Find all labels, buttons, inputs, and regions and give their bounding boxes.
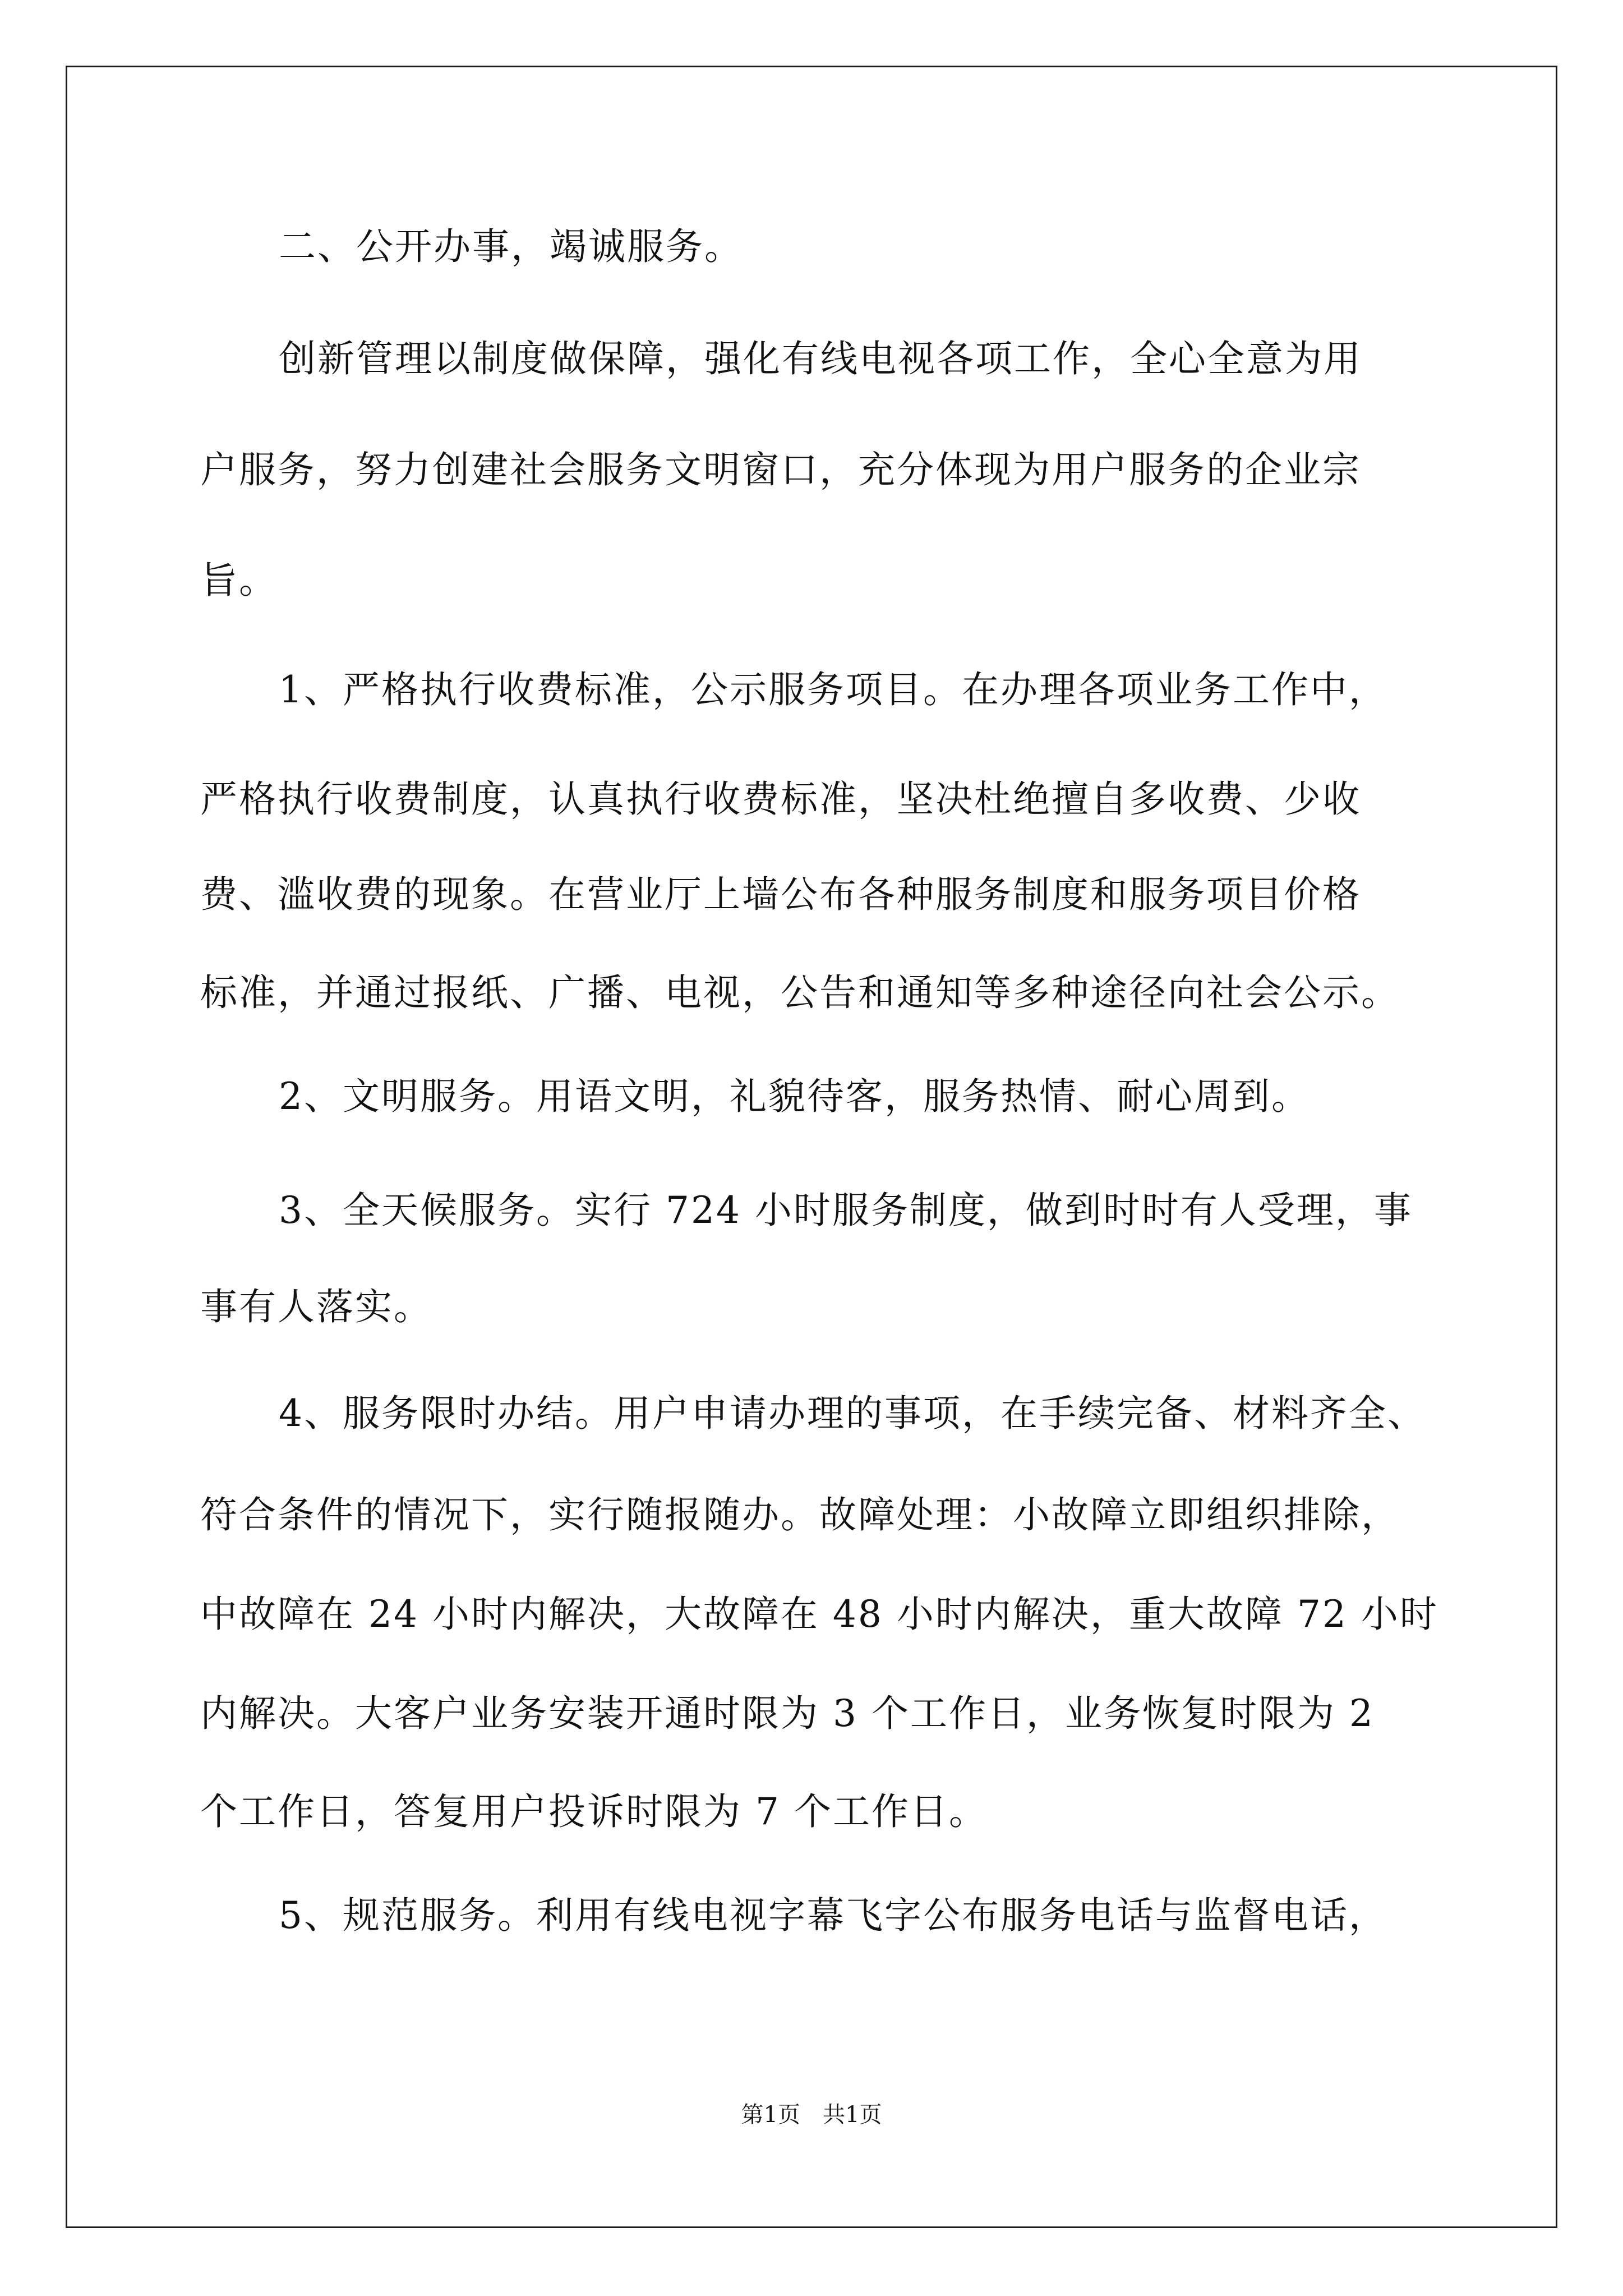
paragraph-line: 旨。: [200, 559, 278, 602]
paragraph-line: 1、严格执行收费标准，公示服务项目。在办理各项业务工作中，: [279, 668, 1387, 711]
section-heading: 二、公开办事，竭诚服务。: [279, 225, 743, 268]
paragraph-line: 严格执行收费制度，认真执行收费标准，坚决杜绝擅自多收费、少收: [200, 777, 1361, 821]
paragraph-line: 标准，并通过报纸、广播、电视，公告和通知等多种途径向社会公示。: [200, 971, 1400, 1014]
total-pages: 共1页: [823, 2102, 882, 2128]
page-footer: [0, 2104, 1623, 2126]
paragraph-line: 事有人落实。: [200, 1285, 432, 1328]
paragraph-line: 内解决。大客户业务安装开通时限为 3 个工作日，业务恢复时限为 2: [200, 1692, 1375, 1735]
paragraph-line: 创新管理以制度做保障，强化有线电视各项工作，全心全意为用: [279, 337, 1362, 380]
paragraph-line: 5、规范服务。利用有线电视字幕飞字公布服务电话与监督电话，: [279, 1894, 1387, 1937]
paragraph-line: 户服务，努力创建社会服务文明窗口，充分体现为用户服务的企业宗: [200, 448, 1361, 491]
paragraph-line: 中故障在 24 小时内解决，大故障在 48 小时内解决，重大故障 72 小时: [200, 1593, 1438, 1636]
paragraph-line: 3、全天候服务。实行 724 小时服务制度，做到时时有人受理，事: [279, 1189, 1413, 1232]
paragraph-line: 2、文明服务。用语文明，礼貌待客，服务热情、耐心周到。: [279, 1075, 1310, 1118]
paragraph-line: 符合条件的情况下，实行随报随办。故障处理：小故障立即组织排除，: [200, 1493, 1400, 1536]
paragraph-line: 个工作日，答复用户投诉时限为 7 个工作日。: [200, 1790, 988, 1833]
paragraph-line: 费、滥收费的现象。在营业厅上墙公布各种服务制度和服务项目价格: [200, 873, 1361, 916]
paragraph-line: 4、服务限时办结。用户申请办理的事项，在手续完备、材料齐全、: [279, 1392, 1426, 1435]
page-number: 第1页: [741, 2102, 800, 2128]
